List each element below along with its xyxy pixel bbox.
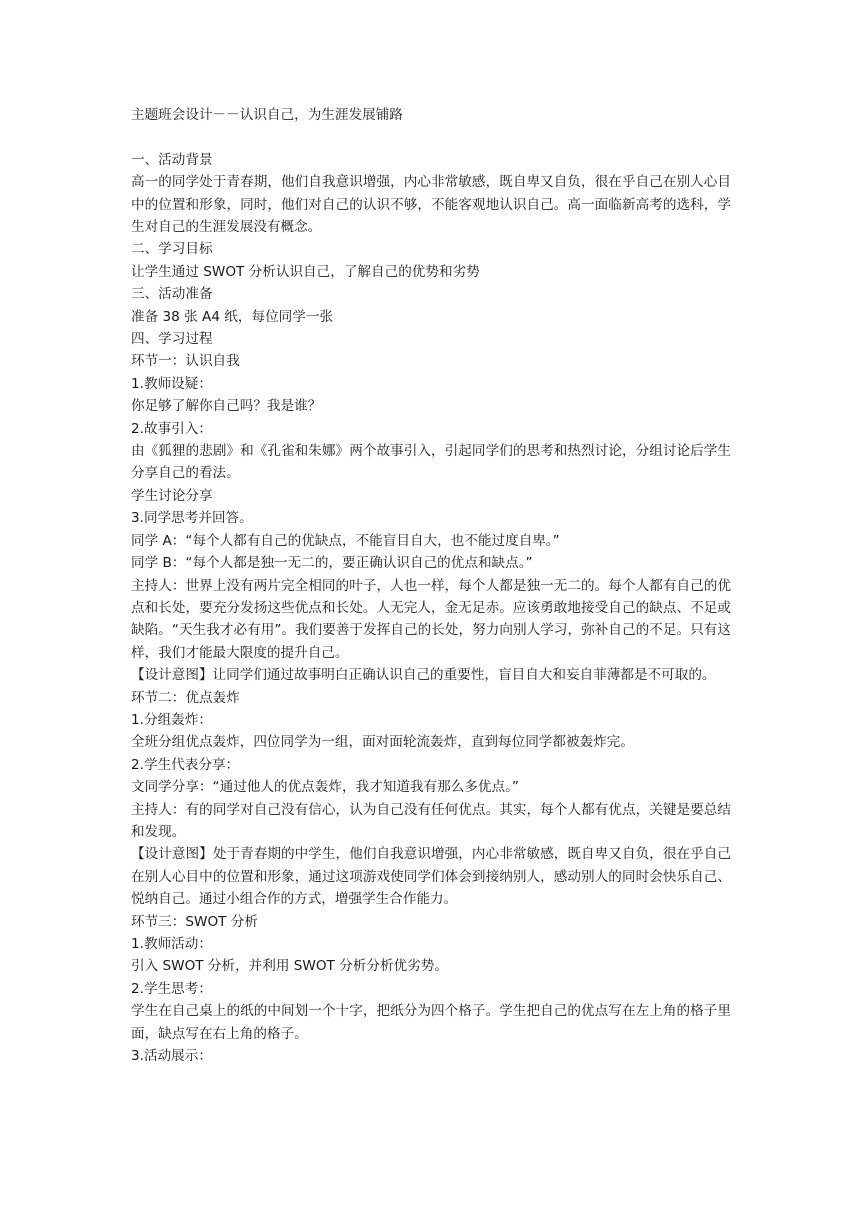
paragraph: 环节一：认识自我 [131, 353, 240, 370]
paragraph: 全班分组优点轰炸，四位同学为一组，面对面轮流轰炸，直到每位同学都被轰炸完。 [131, 734, 634, 751]
paragraph: 学生在自己桌上的纸的中间划一个十字，把纸分为四个格子。学生把自己的优点写在左上角的格子里面，缺点写在右上角的格子。 [131, 1003, 731, 1042]
paragraph: 你足够了解你自己吗？我是谁？ [131, 398, 322, 415]
paragraph: 3.同学思考并回答。 [131, 510, 253, 527]
paragraph: 1.分组轰炸： [131, 711, 212, 728]
paragraph-list [131, 149, 731, 1068]
paragraph: 主持人：世界上没有两片完全相同的叶子，人也一样，每个人都是独一无二的。每个人都有自己的优点和长处，要充分发扬这些优点和长处。人无完人，金无足赤。应该勇敢地接受自己的缺点、不足或缺陷。“天生我才必有用”。我们要善于发挥自己的长处，努力向别人学习，弥补自己的不足。只有这样，我们才能最大限度的提升自己。 [131, 577, 731, 661]
paragraph: 同学 B：“每个人都是独一无二的，要正确认识自己的优点和缺点。” [131, 555, 533, 572]
paragraph: 二、学习目标 [131, 241, 213, 258]
paragraph: 1.教师活动： [131, 936, 212, 953]
paragraph: 引入 SWOT 分析，并利用 SWOT 分析分析优劣势。 [131, 958, 448, 975]
paragraph: 2.学生思考： [131, 980, 212, 997]
paragraph: 三、活动准备 [131, 286, 213, 303]
paragraph: 高一的同学处于青春期，他们自我意识增强，内心非常敏感，既自卑又自负，很在乎自己在别人心目中的位置和形象，同时，他们对自己的认识不够，不能客观地认识自己。高一面临新高考的选科，学生对自己的生涯发展没有概念。 [131, 174, 731, 236]
blank-line [131, 126, 731, 148]
paragraph: 3.活动展示： [131, 1048, 212, 1065]
document-title: 主题班会设计－－认识自己，为生涯发展铺路 [131, 107, 403, 123]
paragraph: 让学生通过 SWOT 分析认识自己，了解自己的优势和劣势 [131, 263, 480, 280]
paragraph: 【设计意图】让同学们通过故事明白正确认识自己的重要性，盲目自大和妄自菲薄都是不可取的。 [131, 667, 716, 684]
paragraph: 主持人：有的同学对自己没有信心，认为自己没有任何优点。其实，每个人都有优点，关键是要总结和发现。 [131, 801, 731, 840]
paragraph: 【设计意图】处于青春期的中学生，他们自我意识增强，内心非常敏感，既自卑又自负，很在乎自己在别人心目中的位置和形象，通过这项游戏使同学们体会到接纳别人，感动别人的同时会快乐自己、悦纳自己。通过小组合作的方式，增强学生合作能力。 [131, 846, 731, 908]
paragraph: 准备 38 张 A4 纸，每位同学一张 [131, 308, 334, 325]
paragraph: 环节三：SWOT 分析 [131, 913, 258, 930]
paragraph: 四、学习过程 [131, 331, 213, 348]
paragraph: 环节二：优点轰炸 [131, 689, 240, 706]
paragraph: 文同学分享：“通过他人的优点轰炸，我才知道我有那么多优点。” [131, 779, 519, 796]
document-body [131, 104, 731, 1067]
paragraph: 2.故事引入： [131, 420, 212, 437]
paragraph: 一、活动背景 [131, 151, 213, 168]
paragraph: 2.学生代表分享： [131, 756, 240, 773]
paragraph: 同学 A：“每个人都有自己的优缺点，不能盲目自大，也不能过度自卑。” [131, 532, 560, 549]
paragraph: 学生讨论分享 [131, 487, 213, 504]
paragraph: 1.教师设疑： [131, 375, 212, 392]
paragraph: 由《狐狸的悲剧》和《孔雀和朱娜》两个故事引入，引起同学们的思考和热烈讨论，分组讨论后学生分享自己的看法。 [131, 443, 731, 482]
